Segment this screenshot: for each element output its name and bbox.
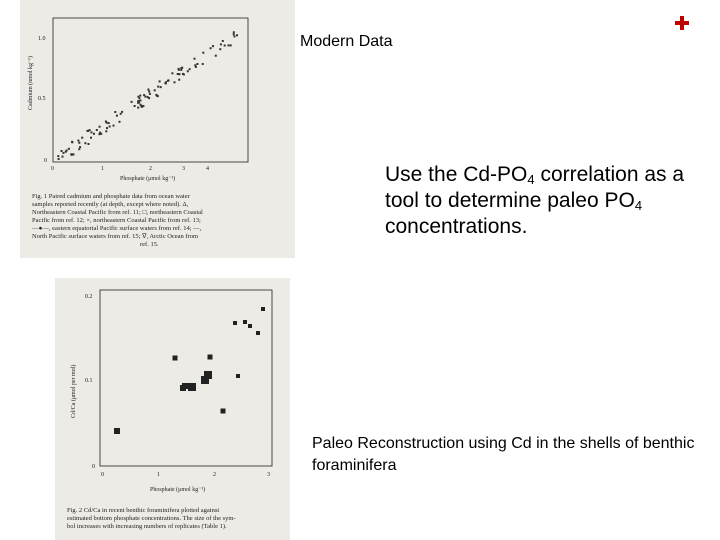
fig1-caption-line: samples reported recently (at depth, except where noted). Δ, — [32, 201, 189, 208]
figure-1-scan — [20, 0, 295, 258]
scatter-point — [137, 102, 139, 104]
scatter-point — [78, 148, 80, 150]
scatter-point — [88, 143, 90, 145]
scatter-point — [208, 355, 213, 360]
scatter-point — [68, 148, 70, 150]
scatter-point — [195, 66, 197, 68]
figure-2-scan — [55, 278, 290, 540]
scatter-point — [113, 125, 115, 127]
main-text-part: concentrations. — [385, 215, 528, 238]
scatter-point — [224, 45, 226, 47]
scatter-point — [256, 331, 260, 335]
scatter-point — [66, 150, 68, 152]
scatter-point — [181, 67, 183, 69]
scatter-point — [160, 86, 162, 88]
scatter-point — [121, 111, 123, 113]
scatter-point — [243, 320, 247, 324]
scatter-point — [173, 356, 178, 361]
scatter-point — [134, 105, 136, 107]
scatter-point — [180, 69, 182, 71]
scatter-point — [131, 101, 133, 103]
scatter-point — [194, 58, 196, 60]
scatter-point — [62, 156, 64, 158]
scatter-point — [212, 45, 214, 47]
scatter-point — [63, 152, 65, 154]
fig1-caption-line: Pacific from ref. 12; ×, northeastern Coastal Pacific from ref. 13; — [32, 217, 201, 224]
scatter-point — [167, 80, 169, 82]
scatter-point — [188, 383, 196, 391]
scatter-point — [91, 131, 93, 133]
scatter-point — [157, 95, 159, 97]
scatter-point — [233, 31, 235, 33]
fig1-ylabel: Cadmium (nmol kg⁻¹) — [28, 56, 34, 110]
scatter-point — [139, 95, 141, 97]
scatter-point — [84, 142, 86, 144]
scatter-point — [114, 428, 120, 434]
scatter-point — [137, 107, 139, 109]
figure-2-plot — [55, 278, 290, 540]
scatter-point — [222, 40, 224, 42]
scatter-point — [120, 113, 122, 115]
scatter-point — [77, 140, 79, 142]
scatter-point — [196, 63, 198, 65]
scatter-point — [140, 104, 142, 106]
scatter-point — [99, 126, 101, 128]
scatter-point — [189, 68, 191, 70]
scatter-point — [171, 72, 173, 74]
scatter-point — [148, 97, 150, 99]
fig1-xtick-4: 4 — [206, 166, 209, 172]
fig1-ytick-05: 0.5 — [38, 96, 46, 102]
scatter-point — [93, 133, 95, 135]
scatter-point — [220, 43, 222, 45]
subscript-4: 4 — [634, 198, 643, 213]
scatter-point — [187, 70, 189, 72]
scatter-point — [174, 81, 176, 83]
scatter-point — [202, 52, 204, 54]
scatter-point — [228, 44, 230, 46]
scatter-point — [116, 115, 118, 117]
fig2-caption-line: estimated bottom phosphate concentrations. The size of the sym- — [67, 515, 236, 522]
scatter-point — [148, 91, 150, 93]
main-text-part: correlation as a tool to determine paleo PO — [385, 163, 685, 212]
scatter-point — [157, 86, 159, 88]
fig1-ytick-0: 0 — [44, 158, 47, 164]
fig2-xlabel: Phosphate (μmol kg⁻¹) — [150, 487, 206, 493]
scatter-point — [71, 141, 73, 143]
scatter-point — [154, 89, 156, 91]
scatter-point — [165, 82, 167, 84]
fig2-ytick-02: 0.2 — [85, 294, 93, 300]
fig1-caption-line: Northeastern Coastal Pacific from ref. 11; □, northeastern Coastal — [32, 209, 203, 216]
scatter-point — [90, 137, 92, 139]
scatter-point — [139, 100, 141, 102]
slide-title: Modern Data — [300, 33, 393, 50]
plus-icon — [673, 14, 691, 32]
scatter-point — [109, 126, 111, 128]
fig2-ytick-01: 0.1 — [85, 378, 93, 384]
scatter-point — [221, 409, 226, 414]
fig1-xlabel: Phosphate (μmol kg⁻¹) — [120, 176, 176, 182]
scatter-point — [178, 69, 180, 71]
scatter-point — [106, 122, 108, 124]
fig2-ylabel: Cd/Ca (μmol per mol) — [71, 364, 77, 418]
scatter-point — [119, 121, 121, 123]
fig1-xtick-3: 3 — [182, 166, 185, 172]
fig2-caption-line: Fig. 2 Cd/Ca in recent benthic foraminifera plotted against — [67, 507, 220, 514]
main-text — [385, 162, 715, 240]
fig1-caption-line: —●—, eastern equatorial Pacific surface waters from ref. 14; —, — [32, 225, 202, 232]
scatter-point — [137, 96, 139, 98]
fig1-caption-line: ref. 15. — [140, 241, 159, 248]
scatter-point — [149, 93, 151, 95]
fig2-xtick-1: 1 — [157, 472, 160, 478]
scatter-point — [215, 55, 217, 57]
scatter-point — [219, 48, 221, 50]
scatter-point — [261, 307, 265, 311]
scatter-point — [236, 34, 238, 36]
scatter-point — [233, 321, 237, 325]
scatter-point — [204, 371, 212, 379]
scatter-point — [202, 63, 204, 65]
fig1-xtick-1: 1 — [101, 166, 104, 172]
fig1-caption — [31, 193, 203, 248]
scatter-point — [86, 130, 88, 132]
fig2-caption-line: bol increases with increasing numbers of replicates (Table 1). — [67, 523, 227, 530]
scatter-point — [144, 96, 146, 98]
scatter-point — [106, 127, 108, 129]
scatter-point — [57, 155, 59, 157]
fig1-caption-line: Fig. 1 Paired cadmium and phosphate data from ocean water — [32, 193, 190, 200]
scatter-point — [137, 100, 139, 102]
scatter-point — [183, 74, 185, 76]
scatter-point — [78, 142, 80, 144]
scatter-point — [177, 73, 179, 75]
subscript-4: 4 — [527, 172, 535, 187]
scatter-point — [236, 374, 240, 378]
fig2-xtick-0: 0 — [101, 472, 104, 478]
scatter-point — [61, 150, 63, 152]
figure-1-plot — [20, 0, 295, 258]
scatter-point — [179, 73, 181, 75]
scatter-point — [210, 47, 212, 49]
scatter-point — [114, 111, 116, 113]
scatter-point — [248, 324, 252, 328]
scatter-point — [147, 89, 149, 91]
scatter-point — [99, 132, 101, 134]
fig2-caption — [67, 507, 236, 530]
fig1-ytick-1: 1.0 — [38, 36, 46, 42]
scatter-point — [142, 105, 144, 107]
scatter-point — [233, 33, 235, 35]
scatter-point — [105, 130, 107, 132]
scatter-point — [70, 154, 72, 156]
fig2-xtick-3: 3 — [267, 472, 270, 478]
scatter-point — [96, 129, 98, 131]
scatter-point — [178, 79, 180, 81]
main-text-part: Use the Cd-PO — [385, 163, 528, 186]
fig2-scatter-points — [114, 307, 265, 434]
scatter-point — [108, 122, 110, 124]
fig2-xtick-2: 2 — [213, 472, 216, 478]
scatter-point — [73, 153, 75, 155]
fig1-scatter-points — [57, 31, 238, 160]
scatter-point — [230, 44, 232, 46]
scatter-point — [79, 146, 81, 148]
bottom-text: Paleo Reconstruction using Cd in the shells of benthic foraminifera — [312, 435, 695, 474]
scatter-point — [58, 158, 60, 160]
fig2-ytick-0: 0 — [92, 464, 95, 470]
fig1-xtick-0: 0 — [51, 166, 54, 172]
fig1-caption-line: North Pacific surface waters from ref. 15; ∇, Arctic Ocean from — [32, 233, 199, 240]
scatter-point — [159, 80, 161, 82]
fig1-xtick-2: 2 — [149, 166, 152, 172]
scatter-point — [234, 35, 236, 37]
scatter-point — [81, 137, 83, 139]
scatter-point — [182, 383, 188, 389]
